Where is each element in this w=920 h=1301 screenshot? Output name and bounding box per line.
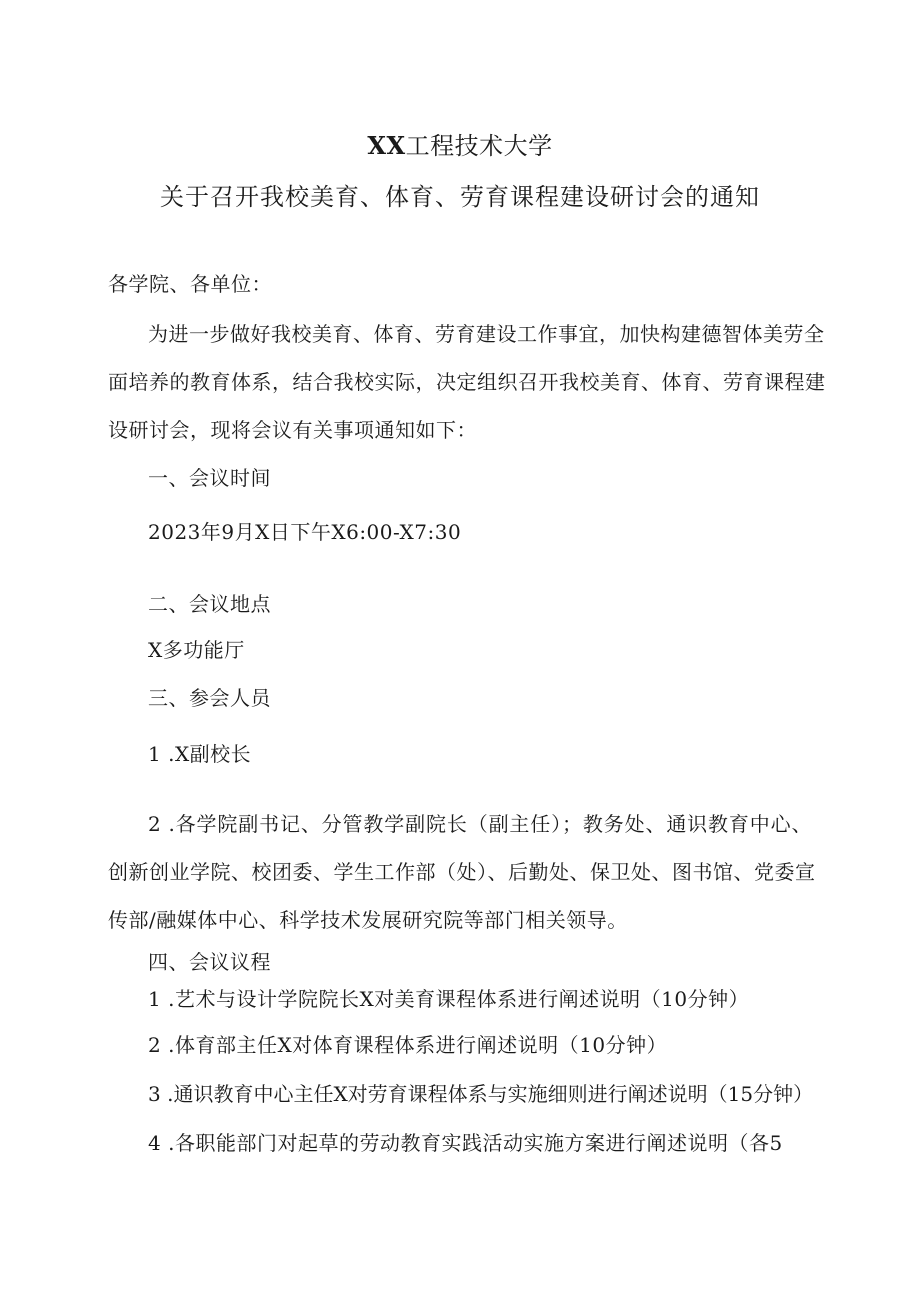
agenda-item-4: 4 .各职能部门对起草的劳动教育实践活动实施方案进行阐述说明（各5 xyxy=(148,1131,783,1155)
greeting: 各学院、各单位： xyxy=(108,272,272,296)
attendee-item-2-line-1: 2 .各学院副书记、分管教学副院长（副主任）；教务处、通识教育中心、 xyxy=(148,812,812,836)
intro-line-1: 为进一步做好我校美育、体育、劳育建设工作事宜，加快构建德智体美劳全 xyxy=(148,322,825,346)
attendee-item-2-line-2: 创新创业学院、校团委、学生工作部（处）、后勤处、保卫处、图书馆、党委宣 xyxy=(108,860,816,884)
document-subtitle: 关于召开我校美育、体育、劳育课程建设研讨会的通知 xyxy=(160,183,760,211)
section-place-heading: 二、会议地点 xyxy=(148,592,271,616)
intro-line-2: 面培养的教育体系，结合我校实际，决定组织召开我校美育、体育、劳育课程建 xyxy=(108,370,826,394)
agenda-item-3: 3 .通识教育中心主任X对劳育课程体系与实施细则进行阐述说明（15分钟） xyxy=(148,1082,814,1106)
title-xx: XX xyxy=(367,131,406,160)
agenda-item-1: 1 .艺术与设计学院院长X对美育课程体系进行阐述说明（10分钟） xyxy=(148,987,750,1011)
meeting-time: 2023年9月X日下午X6:00-X7:30 xyxy=(148,520,462,544)
agenda-item-2: 2 .体育部主任X对体育课程体系进行阐述说明（10分钟） xyxy=(148,1033,668,1057)
section-agenda-heading: 四、会议议程 xyxy=(148,950,271,974)
attendee-item-2-line-3: 传部/融媒体中心、科学技术发展研究院等部门相关领导。 xyxy=(108,908,628,932)
attendee-item-1: 1 .X副校长 xyxy=(148,742,252,766)
title-university: 工程技术大学 xyxy=(405,132,553,160)
section-time-heading: 一、会议时间 xyxy=(148,466,271,490)
intro-line-3: 设研讨会，现将会议有关事项通知如下： xyxy=(108,418,477,442)
meeting-place: X多功能厅 xyxy=(148,638,245,662)
section-people-heading: 三、参会人员 xyxy=(148,686,271,710)
document-title xyxy=(0,131,920,161)
